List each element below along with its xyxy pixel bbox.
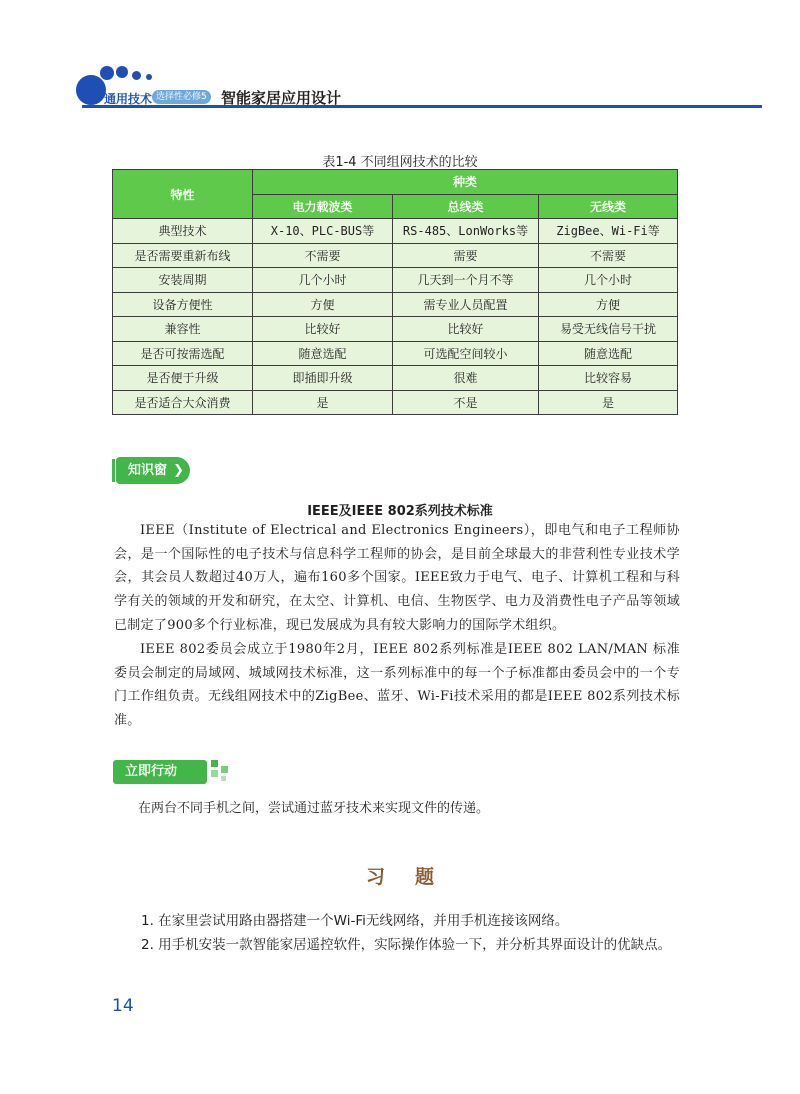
table-cell: 随意选配: [539, 341, 678, 366]
knowledge-tag-label: 知识窗: [128, 463, 168, 478]
book-title: 智能家居应用设计: [221, 89, 342, 107]
table-cell: 几个小时: [539, 268, 678, 293]
header-feature: 特性: [113, 170, 253, 219]
exercises-title: 习题: [365, 866, 464, 888]
table-cell: 几天到一个月不等: [393, 268, 539, 293]
table-row: [113, 219, 678, 244]
table-cell: 是否便于升级: [113, 366, 253, 391]
table-header-row: [113, 170, 678, 195]
subheader-wireless: 无线类: [539, 194, 678, 219]
table-row: [113, 243, 678, 268]
table-row: [113, 341, 678, 366]
table-cell: 是: [539, 390, 678, 415]
knowledge-tag: [116, 457, 190, 484]
table-row: [113, 390, 678, 415]
table-cell: 是否可按需选配: [113, 341, 253, 366]
table-cell: 易受无线信号干扰: [539, 317, 678, 342]
subheader-power-line: 电力载波类: [253, 194, 393, 219]
table-cell: 设备方便性: [113, 292, 253, 317]
table-cell: 安装周期: [113, 268, 253, 293]
knowledge-title: IEEE及IEEE 802系列技术标准: [307, 504, 493, 519]
comparison-table: [112, 169, 678, 415]
table-cell: 兼容性: [113, 317, 253, 342]
chevron-right-icon: ❯: [173, 463, 184, 478]
table-cell: 需要: [393, 243, 539, 268]
action-tag: 立即行动: [113, 760, 207, 784]
table-cell: 很难: [393, 366, 539, 391]
table-cell: 随意选配: [253, 341, 393, 366]
table-cell: 几个小时: [253, 268, 393, 293]
table-cell: 是否需要重新布线: [113, 243, 253, 268]
table-cell: 不是: [393, 390, 539, 415]
table-cell: 是否适合大众消费: [113, 390, 253, 415]
exercise-item: 2. 用手机安装一款智能家居遥控软件，实际操作体验一下，并分析其界面设计的优缺点。: [141, 937, 672, 953]
table-cell: 比较好: [253, 317, 393, 342]
series-badge: 选择性必修5: [152, 90, 211, 104]
header-rule: [82, 105, 762, 108]
table-cell: 可选配空间较小: [393, 341, 539, 366]
subheader-bus: 总线类: [393, 194, 539, 219]
header-type: 种类: [253, 170, 678, 195]
table-cell: ZigBee、Wi-Fi等: [539, 219, 678, 244]
page-header: [0, 0, 800, 120]
table-cell: 方便: [539, 292, 678, 317]
table-row: [113, 366, 678, 391]
table-cell: RS-485、LonWorks等: [393, 219, 539, 244]
table-cell: 是: [253, 390, 393, 415]
action-text: 在两台不同手机之间，尝试通过蓝牙技术来实现文件的传递。: [138, 801, 490, 816]
table-row: [113, 317, 678, 342]
table-cell: 典型技术: [113, 219, 253, 244]
knowledge-paragraph-2: IEEE 802委员会成立于1980年2月，IEEE 802系列标准是IEEE 802 LAN/MAN 标准委员会制定的局域网、城域网技术标准，这一系列标准中的每一个子标准都由委员会中的一个专门工作组负责。无线组网技术中的ZigBee、蓝牙、Wi-Fi技术采用的都是IEEE 802系列技术标准。: [114, 642, 680, 729]
table-cell: X-10、PLC-BUS等: [253, 219, 393, 244]
table-row: [113, 268, 678, 293]
table-cell: 需专业人员配置: [393, 292, 539, 317]
knowledge-tag-bar: [112, 459, 115, 482]
table-cell: 比较好: [393, 317, 539, 342]
table-row: [113, 292, 678, 317]
series-label: 通用技术: [104, 92, 153, 106]
table-caption: 表1-4 不同组网技术的比较: [322, 155, 478, 170]
knowledge-paragraph-1: IEEE（Institute of Electrical and Electronics Engineers），即电气和电子工程师协会，是一个国际性的电子技术与信息科学工程师的协会，是目前全球最大的非营利性专业技术学会，其会员人数超过40万人，遍布160多个国家。IEEE致力于电气、电子、计算机工程和与科学有关的领域的开发和研究，在太空、计算机、电信、生物医学、电力及消费性电子产品等领域已制定了900多个行业标准，现已发展成为具有较大影响力的国际学术组织。: [114, 523, 680, 633]
page-number: 14: [112, 996, 134, 1016]
table-cell: 不需要: [539, 243, 678, 268]
table-cell: 方便: [253, 292, 393, 317]
exercise-item: 1. 在家里尝试用路由器搭建一个Wi-Fi无线网络，并用手机连接该网络。: [141, 913, 569, 929]
table-cell: 不需要: [253, 243, 393, 268]
table-cell: 即插即升级: [253, 366, 393, 391]
table-cell: 比较容易: [539, 366, 678, 391]
